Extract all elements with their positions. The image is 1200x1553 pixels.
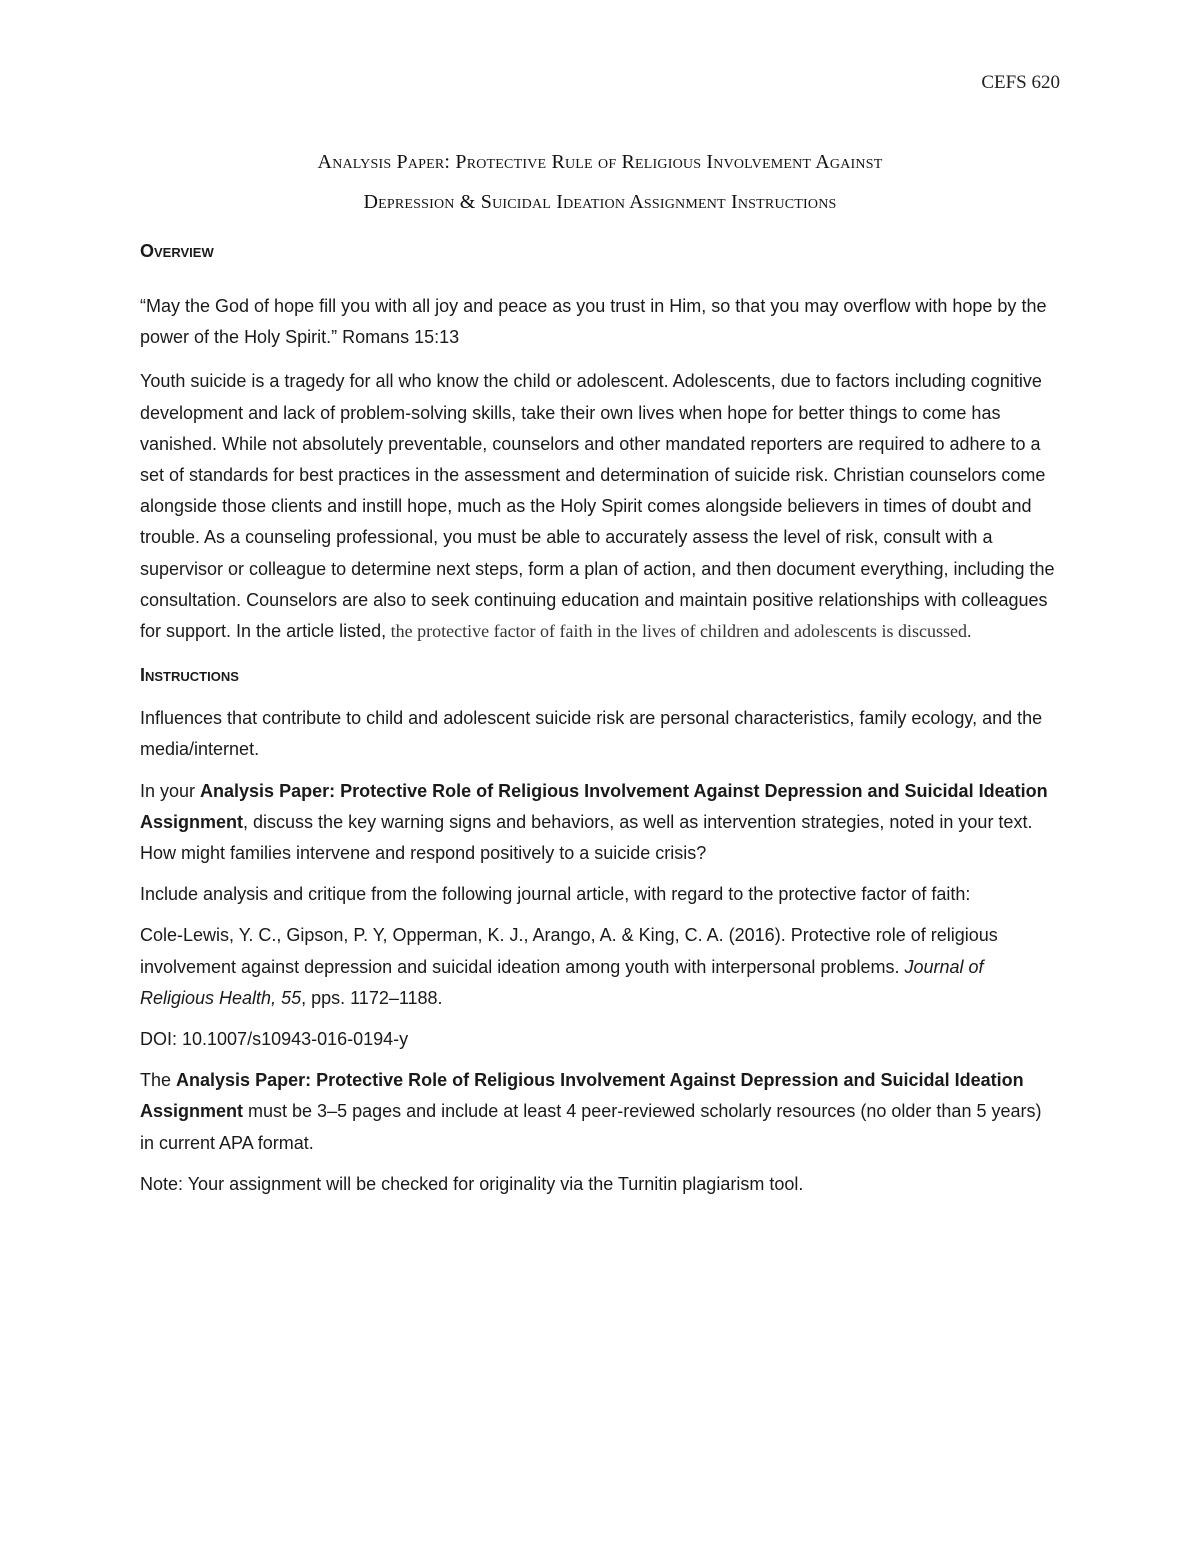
p4-pre: The bbox=[140, 1070, 177, 1091]
instructions-paragraph-3: Include analysis and critique from the following journal article, with regard to the protective factor of faith: bbox=[140, 884, 971, 905]
instructions-paragraph-1: Influences that contribute to child and adolescent suicide risk are personal characteristics, family ecology, and the media/internet. bbox=[140, 708, 1043, 760]
title-line-2: Depression & Suicidal Ideation Assignment Instructions bbox=[363, 191, 837, 213]
citation-pages: , pps. 1172–1188. bbox=[301, 987, 443, 1008]
overview-paragraph-main: Youth suicide is a tragedy for all who know the child or adolescent. Adolescents, due to factors including cognitive development and lack of problem-solving skills, take their own lives when hope for better things to come has vanished. While not absolutely preventable, counselors and other mandated reporters are required to adhere to a set of standards for best practices in the assessment and determination of suicide risk. Christian counselors come alongside those clients and instill hope, much as the Holy Spirit comes alongside believers in times of doubt and trouble. As a counseling professional, you must be able to accurately assess the level of risk, consult with a supervisor or colleague to determine next steps, form a plan of action, and then document everything, including the consultation. Counselors are also to seek continuing education and maintain positive relationships with colleagues for support. In the article listed, bbox=[140, 371, 1055, 642]
p2-post: , discuss the key warning signs and behaviors, as well as intervention strategies, noted in your text. How might families intervene and respond positively to a suicide crisis? bbox=[140, 811, 1033, 864]
p2-pre: In your bbox=[140, 780, 201, 801]
journal-citation bbox=[140, 920, 1060, 1014]
overview-paragraph-tail: the protective factor of faith in the lives of children and adolescents is discussed. bbox=[386, 621, 972, 642]
document-body bbox=[140, 236, 1060, 1200]
turnitin-note: Note: Your assignment will be checked for originality via the Turnitin plagiarism tool. bbox=[140, 1173, 804, 1194]
instructions-paragraph-4 bbox=[140, 1065, 1060, 1159]
instructions-heading: Instructions bbox=[140, 665, 239, 686]
page-title bbox=[140, 142, 1060, 222]
instructions-paragraph-2 bbox=[140, 776, 1060, 870]
citation-text: Cole-Lewis, Y. C., Gipson, P. Y, Opperman, K. J., Arango, A. & King, C. A. (2016). Protective role of religious involvement against depression and suicidal ideation among youth with interpersonal problems. bbox=[140, 925, 998, 977]
assignment-name-bold: Analysis Paper: Protective Role of Religious Involvement Against Depression and Suicidal Ideation Assignment bbox=[140, 780, 1048, 832]
overview-heading: Overview bbox=[140, 241, 214, 261]
citation-doi: DOI: 10.1007/s10943-016-0194-y bbox=[140, 1029, 409, 1050]
p4-post: must be 3–5 pages and include at least 4 peer-reviewed scholarly resources (no older than 5 years) in current APA format. bbox=[140, 1101, 1042, 1153]
citation-journal: Journal of Religious Health, 55 bbox=[140, 956, 984, 1008]
title-line-1: Analysis Paper: Protective Rule of Religious Involvement Against bbox=[317, 151, 883, 173]
course-code: CEFS 620 bbox=[981, 72, 1060, 93]
scripture-quote: “May the God of hope fill you with all joy and peace as you trust in Him, so that you may overflow with hope by the power of the Holy Spirit.” Romans 15:13 bbox=[140, 296, 1047, 348]
assignment-name-bold-2: Analysis Paper: Protective Role of Religious Involvement Against Depression and Suicidal Ideation Assignment bbox=[140, 1070, 1024, 1122]
overview-paragraph bbox=[140, 366, 1060, 647]
